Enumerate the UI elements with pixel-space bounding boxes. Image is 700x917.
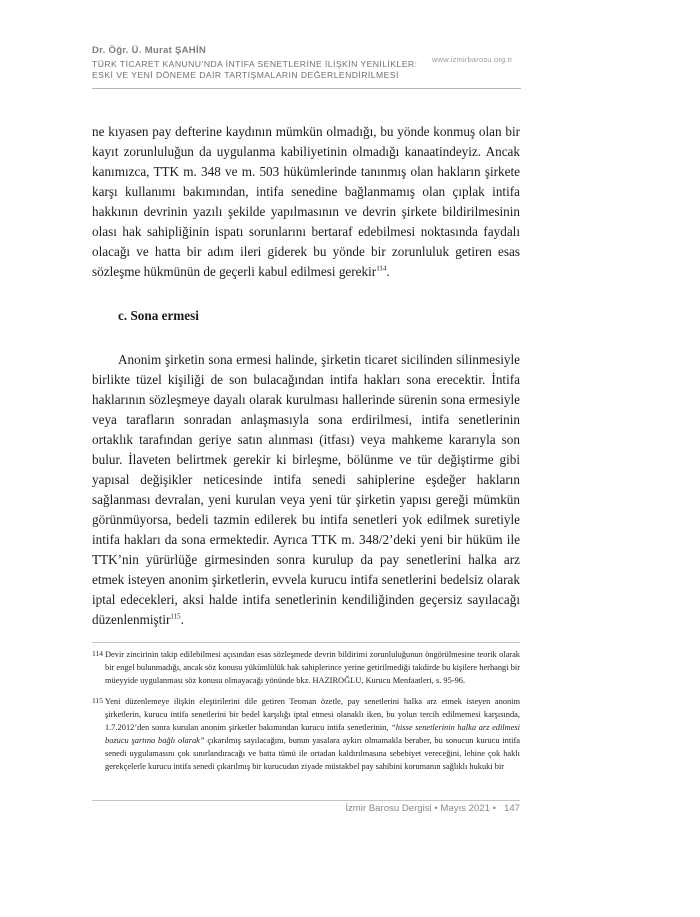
paragraph-1 (92, 122, 520, 282)
page-footer (345, 803, 520, 814)
article-title-line-2: ESKİ VE YENİ DÖNEME DAİR TARTIŞMALARIN DEĞERLENDİRİLMESİ (92, 70, 399, 80)
footer-divider (92, 800, 520, 801)
journal-name: İzmir Barosu Dergisi • Mayıs 2021 • (345, 803, 496, 814)
footnote-text-cont: çıkarılmış sayılacağını, bunun yasalara aykırı olmamakla beraber, bu sonucun kurucu intifa senedi uygulamasını çok sınırlandıracağı ve hatta tümü ile ortadan kaldırılmasına sebebiyet vereceğini, lehine çok haklı gerekçelerle kurucu intifa senedi çıkarılmış bir kurucudan ziyade müstakbel pay sahibini korumanın sağlıklı hukuki bir (105, 736, 520, 771)
paragraph-2 (92, 350, 520, 630)
paragraph-1-end: . (386, 264, 390, 279)
website-link[interactable]: www.izmirbarosu.org.tr (432, 55, 513, 64)
header-divider (92, 88, 521, 89)
section-heading: c. Sona ermesi (118, 308, 199, 323)
paragraph-2-end: . (180, 612, 184, 627)
footnote-text: Devir zincirinin takip edilebilmesi açısından esas sözleşmede devrin bildirimi zorunluluğunun öngörülmesine teorik olarak bir engel bulunmadığı, ancak söz konusu yükümlülük hak sahiplerince yerine getirilmediği takdirde bu kişilere herhangi bir müeyyide uygulanması söz konusu olmayacağı yönünde bkz. HAZIROĞLU, Kurucu Menfaatleri, s. 95-96. (105, 650, 520, 685)
footnotes (92, 648, 520, 781)
main-text (92, 122, 520, 630)
article-title-line-1: TÜRK TİCARET KANUNU’NDA İNTİFA SENETLERİNE İLİŞKİN YENİLİKLER: (92, 59, 418, 69)
author-name: Dr. Öğr. Ü. Murat ŞAHİN (92, 45, 207, 56)
footnote-ref-115[interactable]: 115 (170, 612, 181, 621)
footnote-115 (92, 695, 520, 773)
footnote-text: Yeni düzenlemeye ilişkin eleştirilerini dile getiren Teoman özetle, pay senetlerini halka arz etmek isteyen anonim şirketlerin, kurucu intifa senetlerini bir bedel karşılığı iptal etmesi olanaklı iken, bu yolun tercih edilmemesi karşısında, 1.7.2012’den sonra kurulan anonim şirketler bakımından kurucu intifa senetlerinin, (105, 697, 520, 732)
footnote-number: 114 (92, 649, 103, 658)
paragraph-2-text: Anonim şirketin sona ermesi halinde, şirketin ticaret sicilinden silinmesiyle birlikte tüzel kişiliği de son bulacağından intifa hakları sona erecektir. İntifa haklarının sözleşmeye dayalı olarak kurulması hallerinde sürenin sona ermesiyle veya tarafların sonradan anlaşmasıyla sona erdirilmesi, intifa senetlerinin ortaklık tarafından geriye satın alınması (itfası) veya mahkeme kararıyla son bulur. İlaveten belirtmek gerekir ki birleşme, bölünme ve tür değiştirme gibi yapısal değişikler neticesinde intifa senedi sahiplerine eşdeğer hakların sağlanması devralan, yeni kurulan veya yeni tür şirketin yapısı gereği mümkün görünmüyorsa, bedeli tazmin edilerek bu intifa senetleri yok edilmek suretiyle intifa hakları da sona ermektedir. Ayrıca TTK m. 348/2’deki yeni bir hüküm ile TTK’nin yürürlüğe girmesinden sonra kurulup da pay senetlerini halka arz etmek isteyen anonim şirketlerin, evvela kurucu intifa senetlerini bedelsiz olarak iptal edecekleri, aksi halde intifa senetlerinin kendiliğinden geçersiz sayılacağı düzenlenmiştir (92, 352, 520, 627)
footnote-divider (92, 642, 520, 643)
footnote-number: 115 (92, 696, 103, 705)
paragraph-1-text: ne kıyasen pay defterine kaydının mümkün olmadığı, bu yönde konmuş olan bir kayıt zorunluluğun da uygulanma kabiliyetinin olmadığı kanaatindeyiz. Ancak kanımızca, TTK m. 348 ve m. 503 hükümlerinde tanınmış olan hakların şirkete karşı kullanımı bakımından, intifa senedine bağlanmamış olan çıplak intifa hakkının devrinin yazılı şekilde yapılmasının ve devrin şirkete bildirilmesinin olası hak sahipliğinin ispatı sorunlarını bertaraf edebilmesi noktasında faydalı olacağı ve hatta bir adım ileri giderek bu yönde bir zorunluluk getiren esas sözleşme hükmünün de geçerli kabul edilmesi gerekir (92, 124, 520, 279)
footnote-quote: “hisse senetlerinin halka arz edilmesi bozucu şartına bağlı olarak” (105, 723, 520, 745)
footnote-ref-114[interactable]: 114 (376, 264, 387, 273)
footnote-114 (92, 648, 520, 687)
page-number: 147 (503, 803, 520, 814)
